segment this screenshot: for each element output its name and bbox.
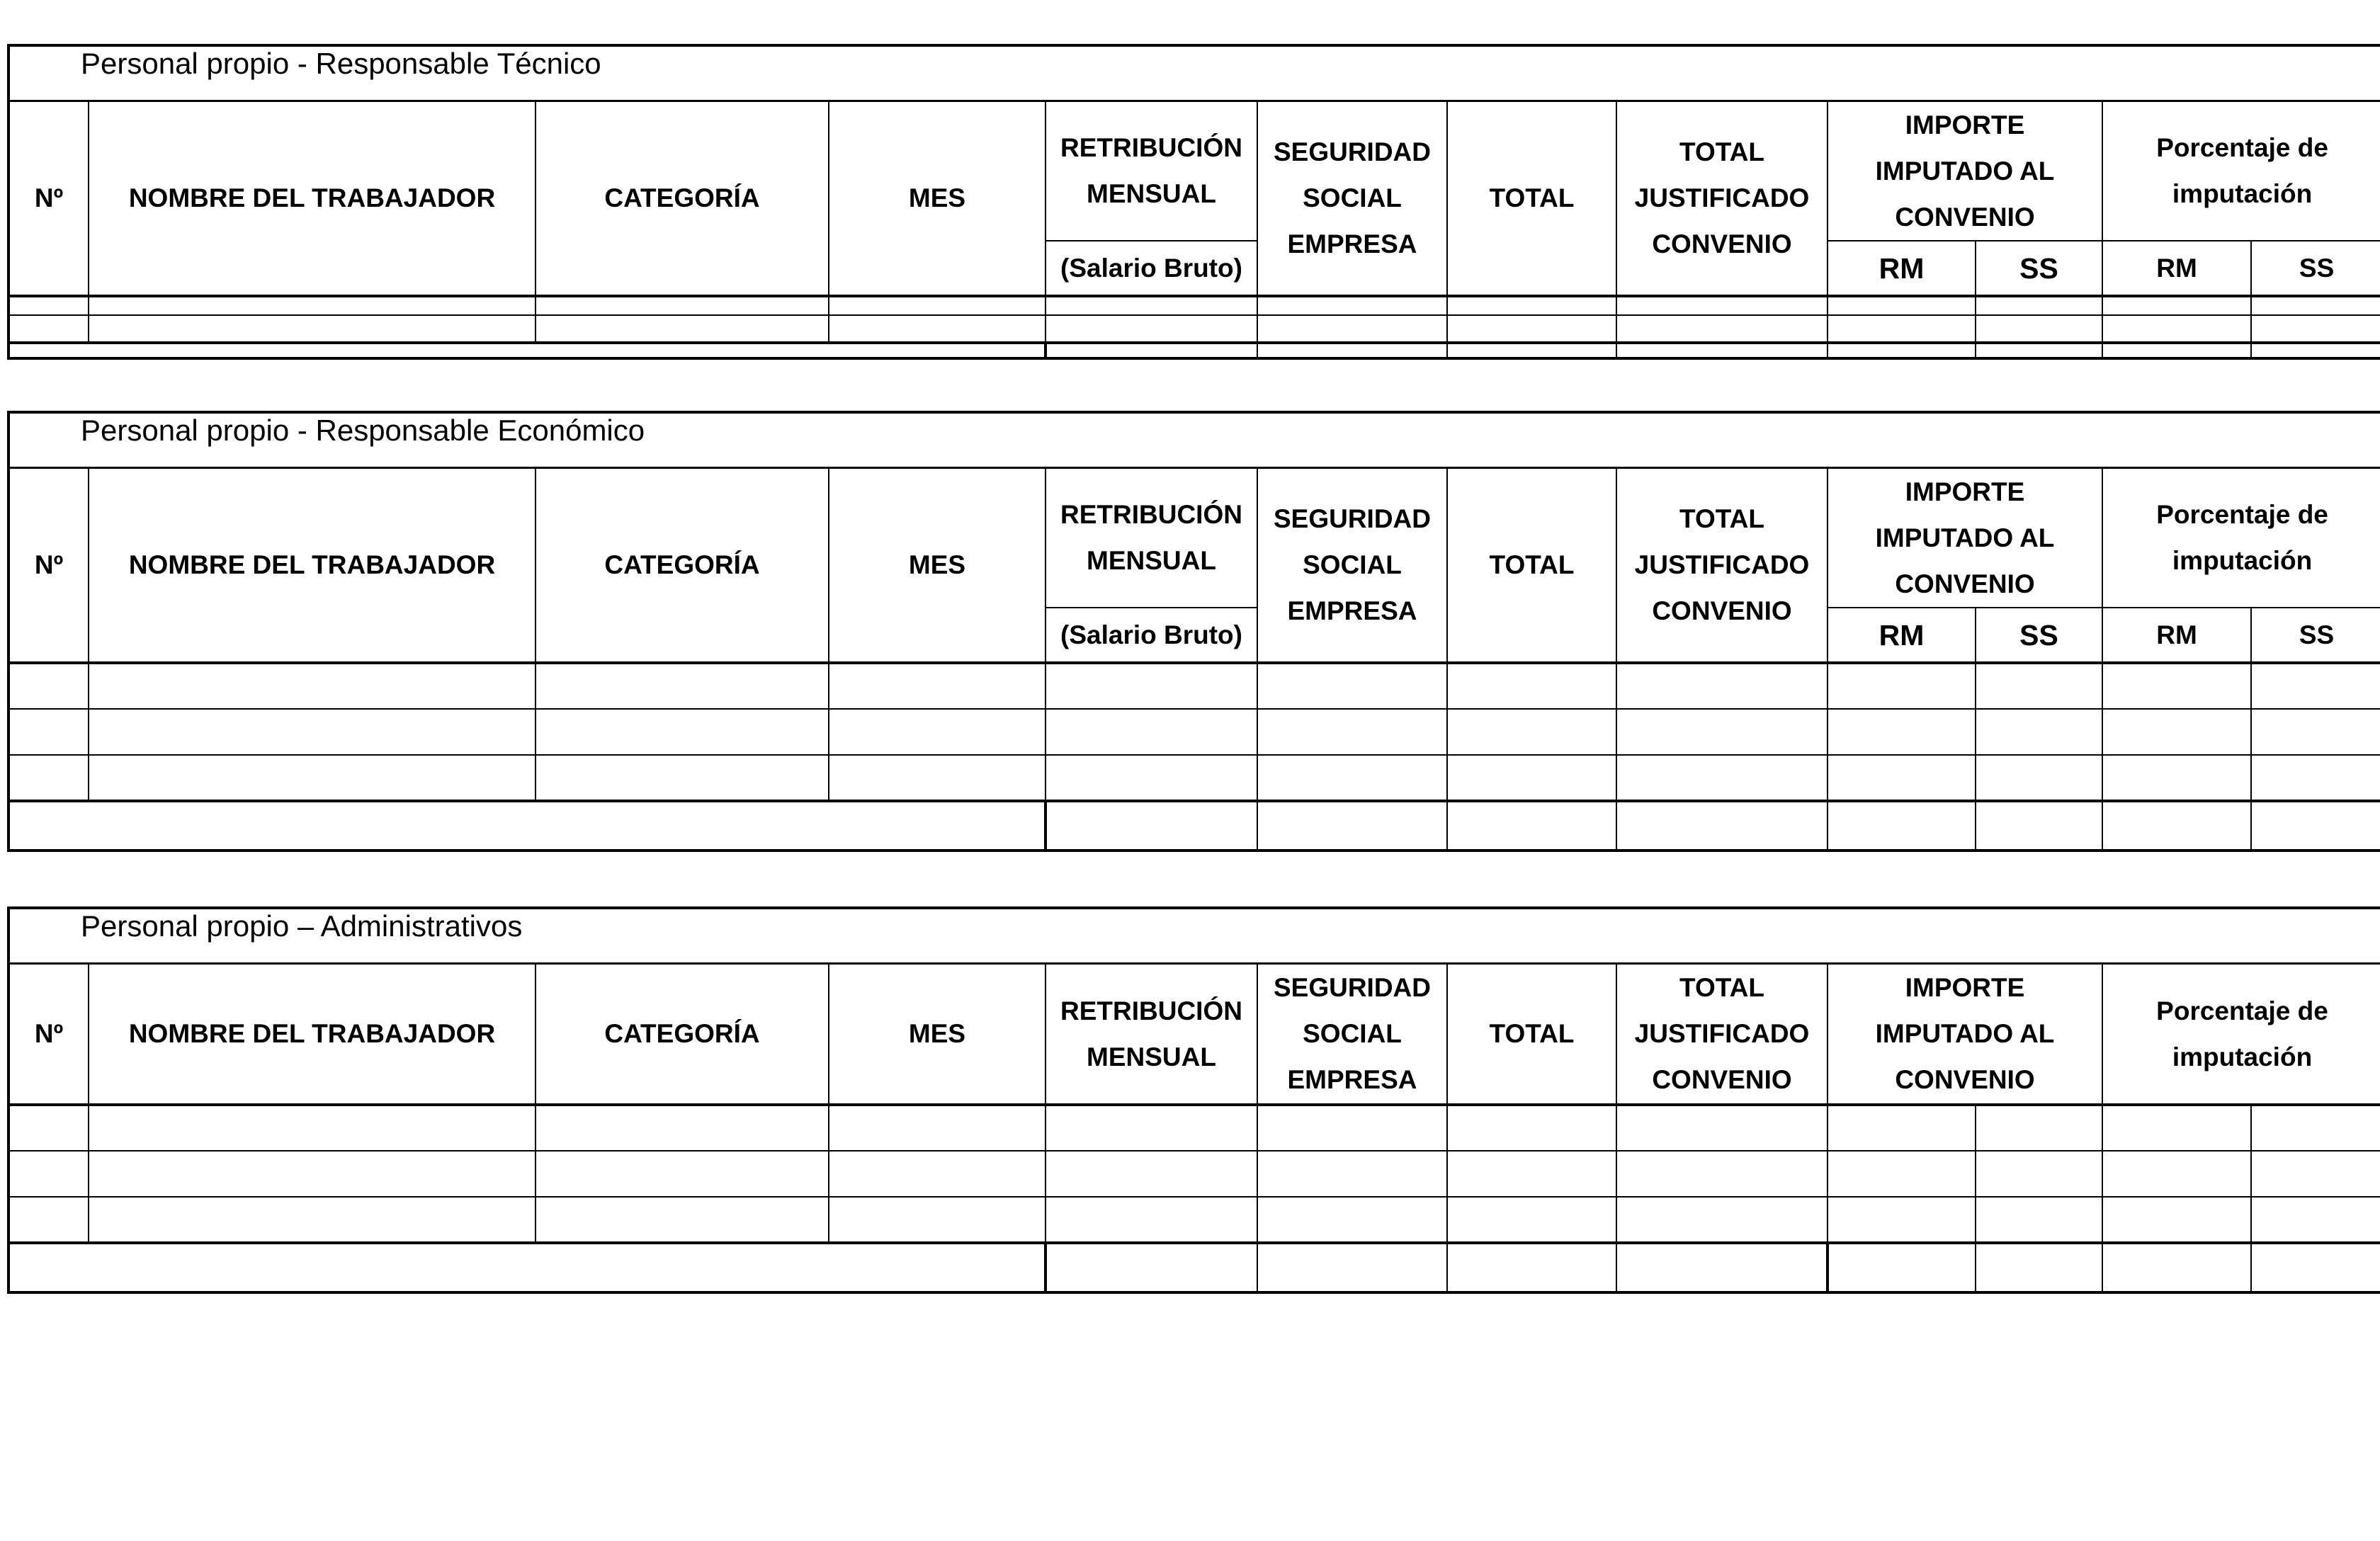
cell[interactable] xyxy=(2251,1105,2380,1151)
cell[interactable] xyxy=(536,755,829,801)
header-salario-bruto: (Salario Bruto) xyxy=(1046,608,1257,663)
cell[interactable] xyxy=(1046,1197,1257,1243)
cell[interactable] xyxy=(1046,709,1257,755)
table-row xyxy=(8,755,2380,801)
cell[interactable] xyxy=(1976,709,2102,755)
cell[interactable] xyxy=(2251,1197,2380,1243)
section-title: Personal propio - Responsable Económico xyxy=(8,412,2380,467)
cell[interactable] xyxy=(829,755,1046,801)
cell[interactable] xyxy=(1447,663,1616,709)
cell[interactable] xyxy=(1257,1105,1447,1151)
cell[interactable] xyxy=(2102,296,2251,315)
cell[interactable] xyxy=(829,315,1046,343)
header-porcentaje-rm: RM xyxy=(2102,608,2251,663)
header-total-justificado: TOTAL JUSTIFICADO CONVENIO xyxy=(1616,467,1828,663)
header-retribucion: RETRIBUCIÓN MENSUAL xyxy=(1046,467,1257,608)
cell[interactable] xyxy=(8,663,89,709)
cell[interactable] xyxy=(1046,296,1257,315)
cell[interactable] xyxy=(1447,1105,1616,1151)
header-porcentaje-rm: RM xyxy=(2102,241,2251,296)
cell[interactable] xyxy=(1616,801,1828,851)
header-total-justificado: TOTAL JUSTIFICADO CONVENIO xyxy=(1616,963,1828,1105)
cell[interactable] xyxy=(2251,1151,2380,1197)
table-row xyxy=(8,709,2380,755)
header-mes: MES xyxy=(829,467,1046,663)
table-row xyxy=(8,663,2380,709)
cell[interactable] xyxy=(2251,315,2380,343)
header-total: TOTAL xyxy=(1447,101,1616,296)
cell[interactable] xyxy=(1046,755,1257,801)
cell[interactable] xyxy=(89,1105,536,1151)
total-label-cell xyxy=(8,343,1046,358)
cell[interactable] xyxy=(1976,1243,2102,1292)
cell[interactable] xyxy=(1257,315,1447,343)
cell[interactable] xyxy=(1257,343,1447,358)
total-row xyxy=(8,801,2380,851)
cell[interactable] xyxy=(1828,663,1976,709)
cell[interactable] xyxy=(2102,709,2251,755)
header-importe-imputado: IMPORTE IMPUTADO AL CONVENIO xyxy=(1828,467,2102,608)
cell[interactable] xyxy=(1257,801,1447,851)
cell[interactable] xyxy=(1828,296,1976,315)
cell[interactable] xyxy=(1447,1243,1616,1292)
header-salario-bruto: (Salario Bruto) xyxy=(1046,241,1257,296)
cell[interactable] xyxy=(1616,343,1828,358)
header-no: Nº xyxy=(8,467,89,663)
cell[interactable] xyxy=(536,1151,829,1197)
total-label-cell xyxy=(8,801,1046,851)
cell[interactable] xyxy=(1257,663,1447,709)
cell[interactable] xyxy=(1976,663,2102,709)
cell[interactable] xyxy=(1616,1197,1828,1243)
table-row xyxy=(8,1151,2380,1197)
cell[interactable] xyxy=(1046,801,1257,851)
header-nombre: NOMBRE DEL TRABAJADOR xyxy=(89,467,536,663)
cell[interactable] xyxy=(8,1151,89,1197)
cell[interactable] xyxy=(1976,315,2102,343)
cell[interactable] xyxy=(1976,1197,2102,1243)
section-title: Personal propio - Responsable Técnico xyxy=(8,45,2380,101)
total-row xyxy=(8,1243,2380,1292)
header-seguridad-social: SEGURIDAD SOCIAL EMPRESA xyxy=(1257,467,1447,663)
cell[interactable] xyxy=(1257,709,1447,755)
cell[interactable] xyxy=(1257,1197,1447,1243)
header-porcentaje-ss: SS xyxy=(2251,608,2380,663)
cell[interactable] xyxy=(89,315,536,343)
cell[interactable] xyxy=(1447,1197,1616,1243)
cell[interactable] xyxy=(1976,343,2102,358)
cell[interactable] xyxy=(1828,315,1976,343)
cell[interactable] xyxy=(1828,755,1976,801)
cell[interactable] xyxy=(1046,1243,1257,1292)
table-row xyxy=(8,1105,2380,1151)
cell[interactable] xyxy=(1976,755,2102,801)
cell[interactable] xyxy=(2102,315,2251,343)
cell[interactable] xyxy=(829,663,1046,709)
cell[interactable] xyxy=(1828,709,1976,755)
cell[interactable] xyxy=(1976,801,2102,851)
cell[interactable] xyxy=(1616,709,1828,755)
table-row xyxy=(8,315,2380,343)
cell[interactable] xyxy=(1046,1105,1257,1151)
cell[interactable] xyxy=(829,709,1046,755)
header-seguridad-social: SEGURIDAD SOCIAL EMPRESA xyxy=(1257,101,1447,296)
cell[interactable] xyxy=(2251,1243,2380,1292)
cell[interactable] xyxy=(1447,296,1616,315)
cell[interactable] xyxy=(1447,1151,1616,1197)
cell[interactable] xyxy=(1046,663,1257,709)
cell[interactable] xyxy=(1616,1243,1828,1292)
table-administrativos xyxy=(7,906,2380,1294)
cell[interactable] xyxy=(1828,1151,1976,1197)
cell[interactable] xyxy=(2102,1105,2251,1151)
cell[interactable] xyxy=(2251,709,2380,755)
cell[interactable] xyxy=(2102,1197,2251,1243)
header-importe-ss: SS xyxy=(1976,608,2102,663)
cell[interactable] xyxy=(1976,1151,2102,1197)
cell[interactable] xyxy=(1447,801,1616,851)
header-importe-imputado: IMPORTE IMPUTADO AL CONVENIO xyxy=(1828,963,2102,1105)
cell[interactable] xyxy=(2251,755,2380,801)
cell[interactable] xyxy=(536,1105,829,1151)
total-row xyxy=(8,343,2380,358)
cell[interactable] xyxy=(536,315,829,343)
cell[interactable] xyxy=(1828,343,1976,358)
cell[interactable] xyxy=(2251,663,2380,709)
header-no: Nº xyxy=(8,101,89,296)
header-porcentaje: Porcentaje de imputación xyxy=(2102,467,2380,608)
cell[interactable] xyxy=(1046,343,1257,358)
header-porcentaje: Porcentaje de imputación xyxy=(2102,101,2380,241)
cell[interactable] xyxy=(1828,1243,1976,1292)
header-mes: MES xyxy=(829,963,1046,1105)
table-row xyxy=(8,1197,2380,1243)
cell[interactable] xyxy=(1976,1105,2102,1151)
cell[interactable] xyxy=(8,1197,89,1243)
header-no: Nº xyxy=(8,963,89,1105)
header-importe-ss: SS xyxy=(1976,241,2102,296)
cell[interactable] xyxy=(1447,755,1616,801)
cell[interactable] xyxy=(1616,315,1828,343)
cell[interactable] xyxy=(8,755,89,801)
header-categoria: CATEGORÍA xyxy=(536,101,829,296)
cell[interactable] xyxy=(1616,1151,1828,1197)
cell[interactable] xyxy=(1828,1105,1976,1151)
header-porcentaje-ss: SS xyxy=(2251,241,2380,296)
cell[interactable] xyxy=(1976,296,2102,315)
cell[interactable] xyxy=(536,1197,829,1243)
cell[interactable] xyxy=(829,296,1046,315)
cell[interactable] xyxy=(8,1105,89,1151)
table-responsable-tecnico xyxy=(7,44,2380,360)
cell[interactable] xyxy=(2102,663,2251,709)
cell[interactable] xyxy=(89,1151,536,1197)
header-seguridad-social: SEGURIDAD SOCIAL EMPRESA xyxy=(1257,963,1447,1105)
header-nombre: NOMBRE DEL TRABAJADOR xyxy=(89,101,536,296)
header-nombre: NOMBRE DEL TRABAJADOR xyxy=(89,963,536,1105)
header-categoria: CATEGORÍA xyxy=(536,963,829,1105)
cell[interactable] xyxy=(89,296,536,315)
cell[interactable] xyxy=(89,709,536,755)
cell[interactable] xyxy=(2102,1151,2251,1197)
header-retribucion: RETRIBUCIÓN MENSUAL xyxy=(1046,963,1257,1105)
cell[interactable] xyxy=(2102,755,2251,801)
header-importe-rm: RM xyxy=(1828,241,1976,296)
cell[interactable] xyxy=(1257,755,1447,801)
cell[interactable] xyxy=(1257,1151,1447,1197)
cell[interactable] xyxy=(2251,296,2380,315)
cell[interactable] xyxy=(2102,343,2251,358)
header-retribucion: RETRIBUCIÓN MENSUAL xyxy=(1046,101,1257,241)
header-categoria: CATEGORÍA xyxy=(536,467,829,663)
cell[interactable] xyxy=(1616,296,1828,315)
header-mes: MES xyxy=(829,101,1046,296)
cell[interactable] xyxy=(536,663,829,709)
cell[interactable] xyxy=(8,315,89,343)
cell[interactable] xyxy=(2251,801,2380,851)
header-total: TOTAL xyxy=(1447,467,1616,663)
cell[interactable] xyxy=(1616,755,1828,801)
cell[interactable] xyxy=(8,296,89,315)
cell[interactable] xyxy=(1447,315,1616,343)
cell[interactable] xyxy=(89,1197,536,1243)
cell[interactable] xyxy=(1616,663,1828,709)
cell[interactable] xyxy=(1828,801,1976,851)
header-importe-rm: RM xyxy=(1828,608,1976,663)
section-title: Personal propio – Administrativos xyxy=(8,908,2380,963)
header-importe-imputado: IMPORTE IMPUTADO AL CONVENIO xyxy=(1828,101,2102,241)
cell[interactable] xyxy=(1046,315,1257,343)
cell[interactable] xyxy=(89,755,536,801)
cell[interactable] xyxy=(1616,1105,1828,1151)
cell[interactable] xyxy=(536,709,829,755)
cell[interactable] xyxy=(2102,1243,2251,1292)
cell[interactable] xyxy=(829,1197,1046,1243)
cell[interactable] xyxy=(536,296,829,315)
cell[interactable] xyxy=(1046,1151,1257,1197)
table-row xyxy=(8,296,2380,315)
cell[interactable] xyxy=(829,1105,1046,1151)
cell[interactable] xyxy=(2102,801,2251,851)
cell[interactable] xyxy=(1257,296,1447,315)
cell[interactable] xyxy=(8,709,89,755)
header-total-justificado: TOTAL JUSTIFICADO CONVENIO xyxy=(1616,101,1828,296)
cell[interactable] xyxy=(1257,1243,1447,1292)
cell[interactable] xyxy=(2251,343,2380,358)
header-porcentaje: Porcentaje de imputación xyxy=(2102,963,2380,1105)
table-responsable-economico xyxy=(7,411,2380,852)
header-total: TOTAL xyxy=(1447,963,1616,1105)
cell[interactable] xyxy=(89,663,536,709)
cell[interactable] xyxy=(1447,709,1616,755)
cell[interactable] xyxy=(1447,343,1616,358)
cell[interactable] xyxy=(1828,1197,1976,1243)
total-label-cell xyxy=(8,1243,1046,1292)
cell[interactable] xyxy=(829,1151,1046,1197)
